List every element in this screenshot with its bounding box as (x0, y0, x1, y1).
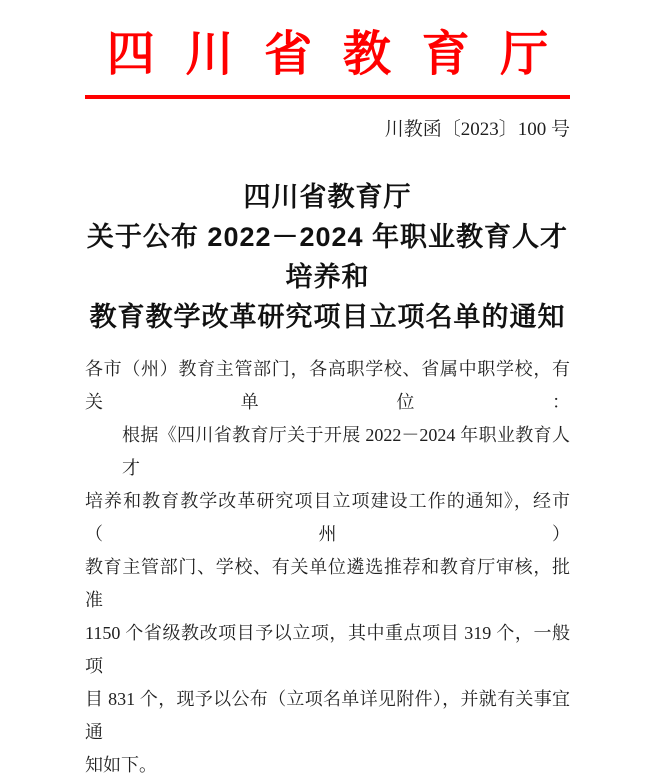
body-line: 知如下。 (85, 755, 157, 775)
notice-title-line-1: 四川省教育厅 (243, 182, 412, 212)
letterhead-title: 四川省教育厅 (106, 28, 580, 81)
body-line: 目 831 个，现予以公布（立项名单详见附件），并就有关事宜通 (85, 689, 570, 742)
body-line: 1150 个省级教改项目予以立项，其中重点项目 319 个，一般项 (85, 623, 570, 676)
letterhead (85, 28, 580, 81)
red-divider (85, 95, 570, 99)
document-page (0, 28, 650, 775)
notice-title-line-3: 教育教学改革研究项目立项名单的通知 (89, 302, 566, 332)
notice-title-line-2: 关于公布 2022－2024 年职业教育人才培养和 (86, 222, 569, 292)
body-line-salutation: 各市（州）教育主管部门，各高职学校、省属中职学校，有关单位： (85, 359, 570, 412)
notice-body (85, 353, 570, 782)
body-line: 根据《四川省教育厅关于开展 2022－2024 年职业教育人才 (122, 425, 570, 478)
body-line: 教育主管部门、学校、有关单位遴选推荐和教育厅审核，批准 (85, 557, 570, 610)
notice-title (85, 177, 570, 337)
doc-number: 川教函〔2023〕100 号 (384, 119, 570, 140)
body-line: 培养和教育教学改革研究项目立项建设工作的通知》，经市（州） (85, 491, 570, 544)
